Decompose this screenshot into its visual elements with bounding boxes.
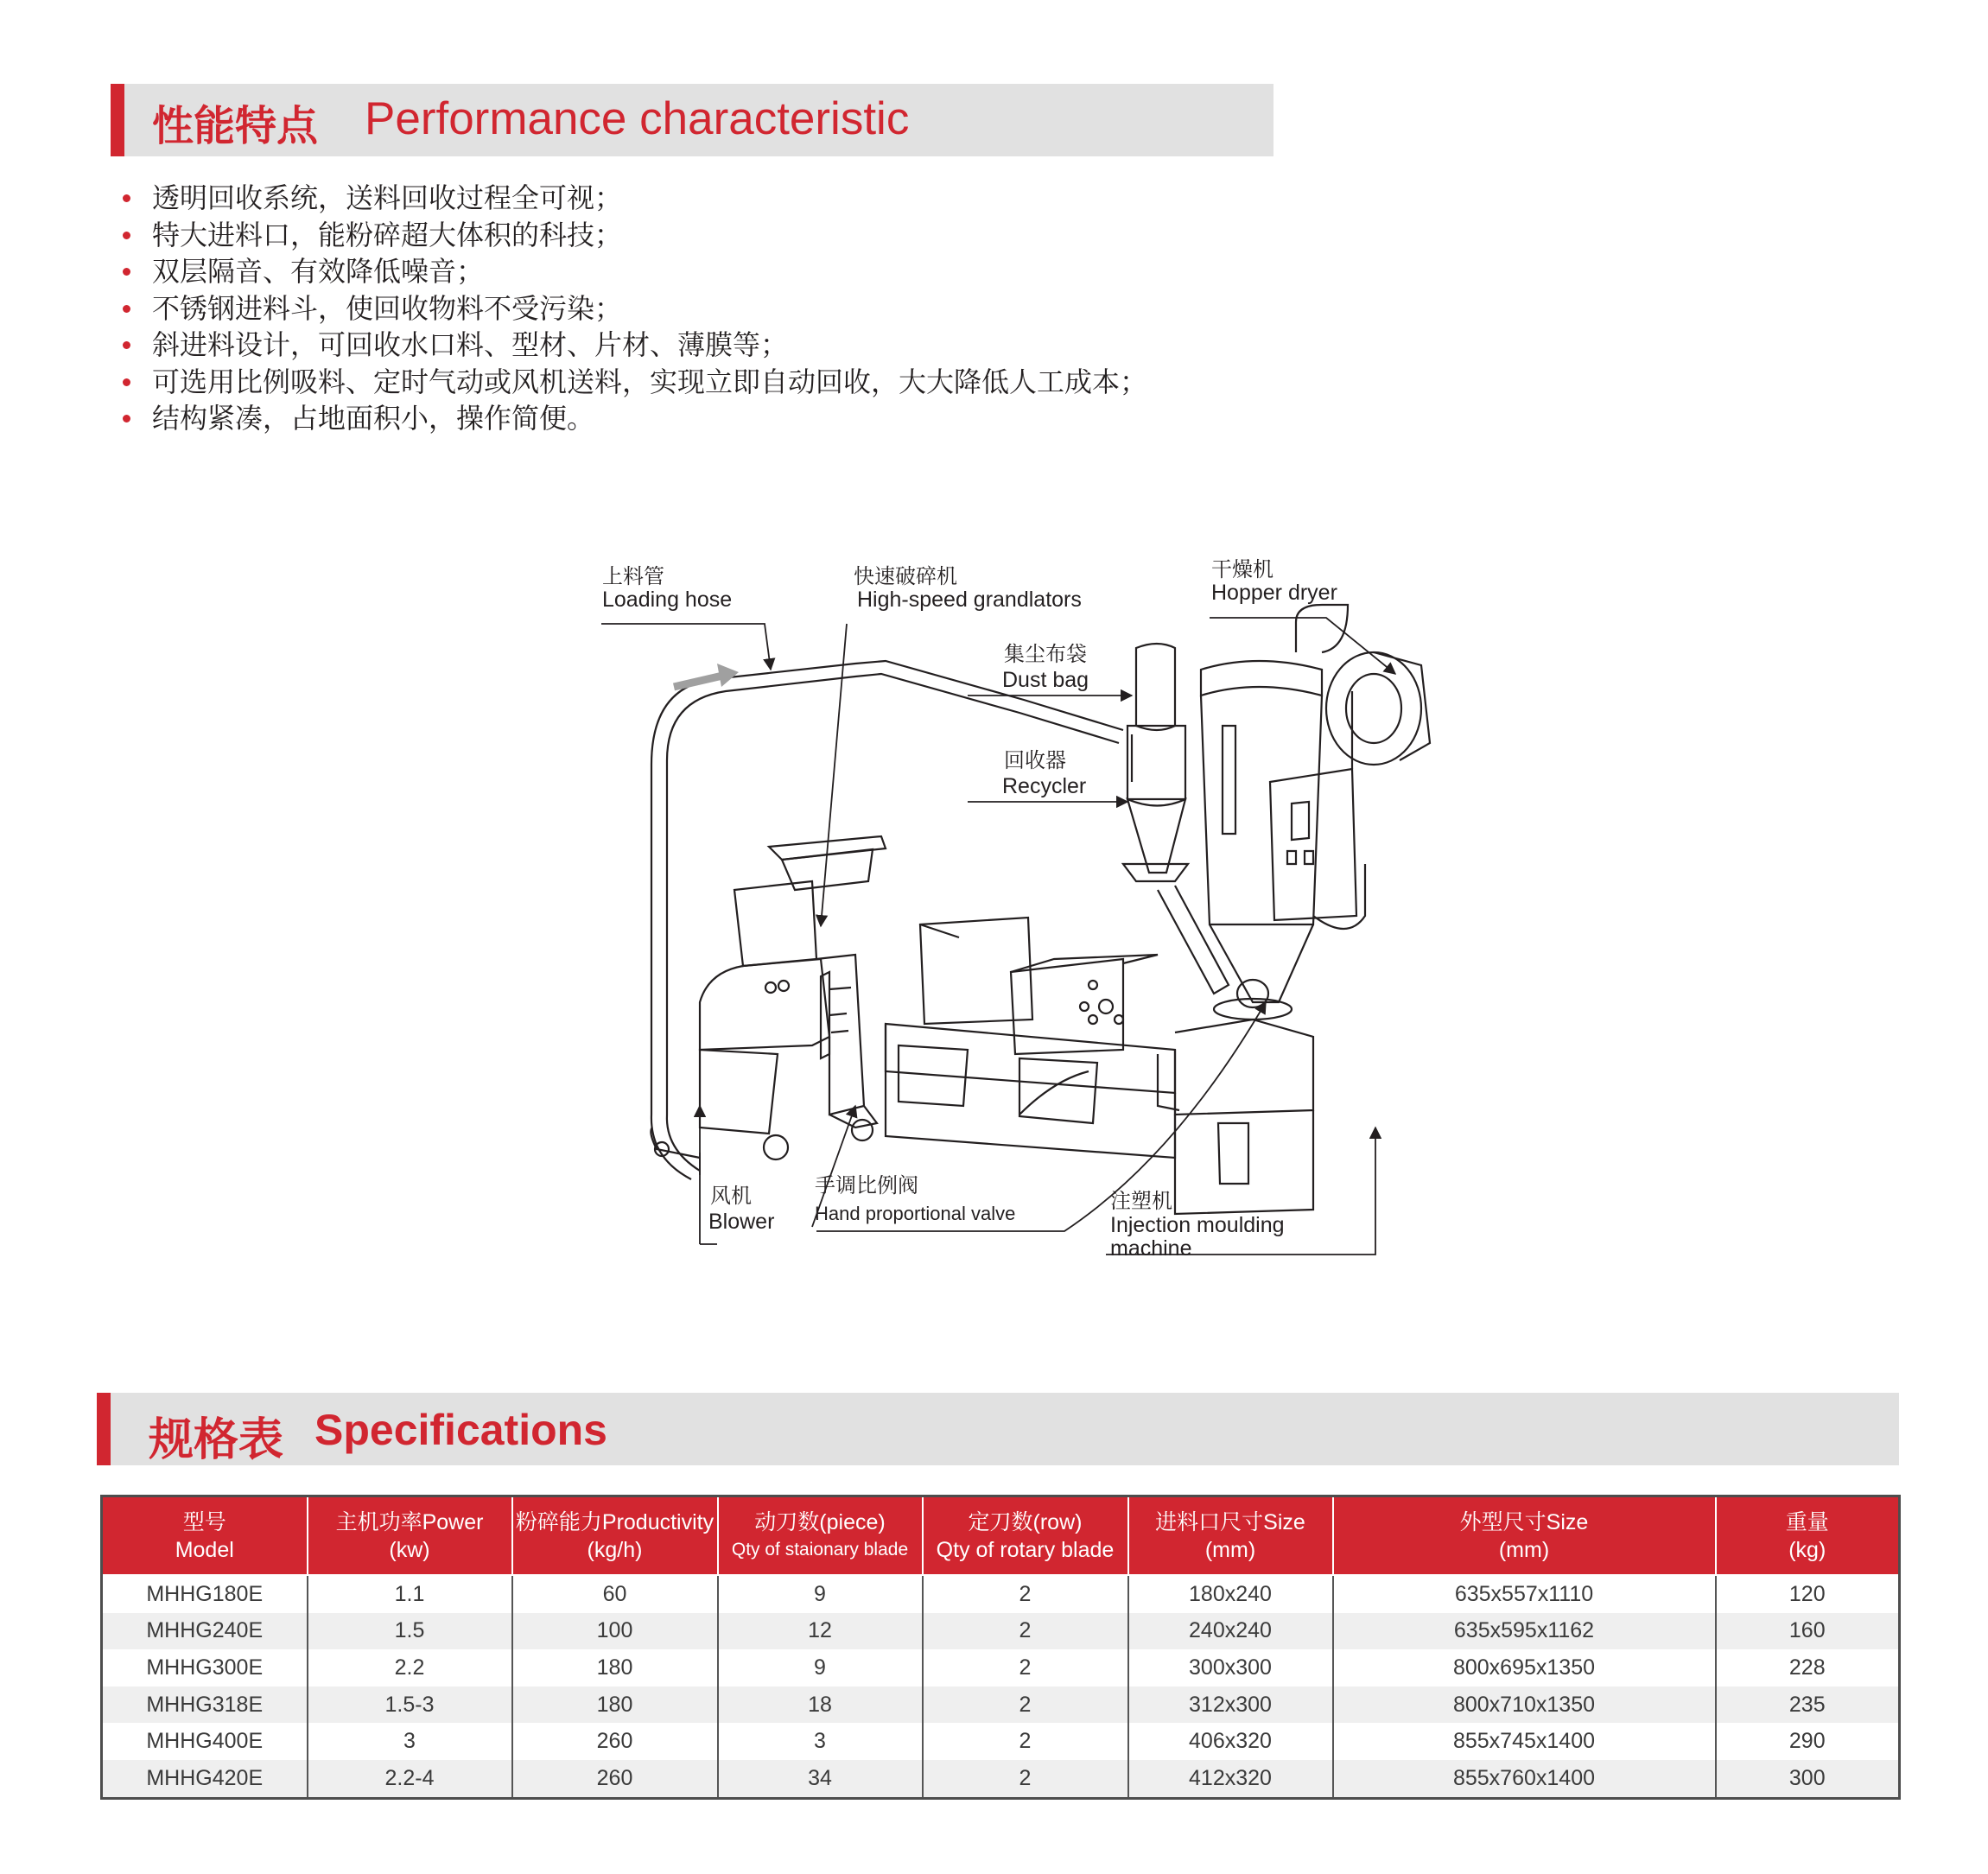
flow-arrowhead-icon xyxy=(717,664,739,687)
table-row xyxy=(102,1760,1900,1798)
table-row xyxy=(102,1687,1900,1724)
column-header-inlet-size: 进料口尺寸Size (mm) xyxy=(1128,1496,1333,1576)
table-cell: 12 xyxy=(718,1613,923,1650)
table-cell: MHHG420E xyxy=(102,1760,308,1798)
table-cell: 100 xyxy=(512,1613,718,1650)
loading-hose-pipe xyxy=(651,661,1123,1179)
feature-list xyxy=(123,180,1147,437)
column-header-model: 型号 Model xyxy=(102,1496,308,1576)
table-row xyxy=(102,1649,1900,1687)
recycler-cyclone xyxy=(1123,644,1229,994)
granulator-label-cn: 快速破碎机 xyxy=(854,565,957,588)
table-cell: 260 xyxy=(512,1760,718,1798)
table-row xyxy=(102,1723,1900,1760)
recycler-label-en: Recycler xyxy=(1002,774,1087,798)
specifications-title-cn: 规格表 xyxy=(149,1414,284,1466)
feature-item: 特大进料口，能粉碎超大体积的科技； xyxy=(123,217,1147,254)
table-cell: 3 xyxy=(308,1723,512,1760)
hopper-dryer-label-cn: 干燥机 xyxy=(1211,558,1273,581)
granulator-machine xyxy=(651,836,886,1159)
table-cell: 2.2-4 xyxy=(308,1760,512,1798)
feature-item: 结构紧凑，占地面积小，操作简便。 xyxy=(123,400,1147,437)
header-accent-stripe xyxy=(97,1393,111,1465)
dust-bag-label-en: Dust bag xyxy=(1002,668,1089,692)
feature-item: 不锈钢进料斗，使回收物料不受污染； xyxy=(123,290,1147,327)
table-row xyxy=(102,1575,1900,1613)
performance-title-en: Performance characteristic xyxy=(365,93,910,144)
table-cell: 412x320 xyxy=(1128,1760,1333,1798)
hopper-dryer xyxy=(1201,605,1430,1020)
table-cell: 1.1 xyxy=(308,1575,512,1613)
table-cell: 2.2 xyxy=(308,1649,512,1687)
table-cell: 290 xyxy=(1716,1723,1900,1760)
table-cell: MHHG300E xyxy=(102,1649,308,1687)
hopper-dryer-label-en: Hopper dryer xyxy=(1211,581,1337,605)
table-cell: 260 xyxy=(512,1723,718,1760)
table-cell: 9 xyxy=(718,1649,923,1687)
table-cell: 300x300 xyxy=(1128,1649,1333,1687)
table-cell: 34 xyxy=(718,1760,923,1798)
bullet-icon xyxy=(123,194,130,202)
bullet-icon xyxy=(123,341,130,349)
table-cell: 160 xyxy=(1716,1613,1900,1650)
table-cell: 3 xyxy=(718,1723,923,1760)
granulator-label-en: High-speed grandlators xyxy=(857,588,1082,612)
injection-moulding-machine xyxy=(886,918,1313,1214)
performance-header-bar xyxy=(111,84,1273,156)
table-cell: MHHG180E xyxy=(102,1575,308,1613)
table-header-row xyxy=(102,1496,1900,1576)
column-header-weight: 重量 (kg) xyxy=(1716,1496,1900,1576)
table-cell: 9 xyxy=(718,1575,923,1613)
table-cell: MHHG240E xyxy=(102,1613,308,1650)
feature-item: 斜进料设计，可回收水口料、型材、片材、薄膜等； xyxy=(123,327,1147,364)
table-cell: 2 xyxy=(923,1723,1128,1760)
table-cell: 406x320 xyxy=(1128,1723,1333,1760)
table-cell: 2 xyxy=(923,1613,1128,1650)
system-diagram xyxy=(570,553,1486,1279)
feature-item: 可选用比例吸料、定时气动或风机送料，实现立即自动回收，大大降低人工成本； xyxy=(123,364,1147,401)
table-cell: 312x300 xyxy=(1128,1687,1333,1724)
table-cell: 855x745x1400 xyxy=(1333,1723,1716,1760)
table-cell: 2 xyxy=(923,1575,1128,1613)
specifications-header-bar xyxy=(97,1393,1899,1465)
table-cell: 120 xyxy=(1716,1575,1900,1613)
table-cell: 180x240 xyxy=(1128,1575,1333,1613)
blower-label-cn: 风机 xyxy=(710,1185,752,1208)
table-cell: 18 xyxy=(718,1687,923,1724)
table-cell: MHHG400E xyxy=(102,1723,308,1760)
feature-item: 透明回收系统，送料回收过程全可视； xyxy=(123,180,1147,217)
table-cell: MHHG318E xyxy=(102,1687,308,1724)
table-cell: 2 xyxy=(923,1687,1128,1724)
table-cell: 300 xyxy=(1716,1760,1900,1798)
column-header-dimensions: 外型尺寸Size (mm) xyxy=(1333,1496,1716,1576)
table-cell: 180 xyxy=(512,1687,718,1724)
table-row xyxy=(102,1613,1900,1650)
table-cell: 240x240 xyxy=(1128,1613,1333,1650)
loading-hose-label-cn: 上料管 xyxy=(602,565,664,588)
injection-label-en-2: machine xyxy=(1110,1236,1192,1261)
table-cell: 1.5 xyxy=(308,1613,512,1650)
injection-label-cn: 注塑机 xyxy=(1110,1190,1172,1213)
specifications-title-en: Specifications xyxy=(314,1406,607,1454)
valve-label-cn: 手调比例阀 xyxy=(815,1174,918,1197)
column-header-fixed-blades: 定刀数(row) Qty of rotary blade xyxy=(923,1496,1128,1576)
callout-lines xyxy=(601,618,1395,1255)
bullet-icon xyxy=(123,378,130,386)
table-cell: 180 xyxy=(512,1649,718,1687)
bullet-icon xyxy=(123,305,130,313)
dust-bag-label-cn: 集尘布袋 xyxy=(1004,643,1087,666)
table-cell: 1.5-3 xyxy=(308,1687,512,1724)
bullet-icon xyxy=(123,232,130,239)
blower-label-en: Blower xyxy=(708,1210,775,1234)
table-cell: 800x695x1350 xyxy=(1333,1649,1716,1687)
column-header-productivity: 粉碎能力Productivity (kg/h) xyxy=(512,1496,718,1576)
loading-hose-label-en: Loading hose xyxy=(602,588,733,612)
table-cell: 2 xyxy=(923,1649,1128,1687)
table-cell: 800x710x1350 xyxy=(1333,1687,1716,1724)
specifications-table xyxy=(100,1495,1901,1800)
bullet-icon xyxy=(123,415,130,422)
valve-label-en: Hand proportional valve xyxy=(815,1203,1016,1224)
feature-item: 双层隔音、有效降低噪音； xyxy=(123,253,1147,290)
injection-label-en-1: Injection moulding xyxy=(1110,1213,1285,1237)
table-cell: 60 xyxy=(512,1575,718,1613)
table-cell: 235 xyxy=(1716,1687,1900,1724)
bullet-icon xyxy=(123,268,130,276)
recycler-label-cn: 回收器 xyxy=(1004,749,1066,772)
table-cell: 2 xyxy=(923,1760,1128,1798)
table-cell: 635x595x1162 xyxy=(1333,1613,1716,1650)
column-header-power: 主机功率Power (kw) xyxy=(308,1496,512,1576)
table-cell: 855x760x1400 xyxy=(1333,1760,1716,1798)
header-accent-stripe xyxy=(111,84,124,156)
table-cell: 228 xyxy=(1716,1649,1900,1687)
table-cell: 635x557x1110 xyxy=(1333,1575,1716,1613)
table-body xyxy=(102,1575,1900,1798)
column-header-moving-blades: 动刀数(piece) Qty of staionary blade xyxy=(718,1496,923,1576)
performance-title-cn: 性能特点 xyxy=(152,102,319,150)
